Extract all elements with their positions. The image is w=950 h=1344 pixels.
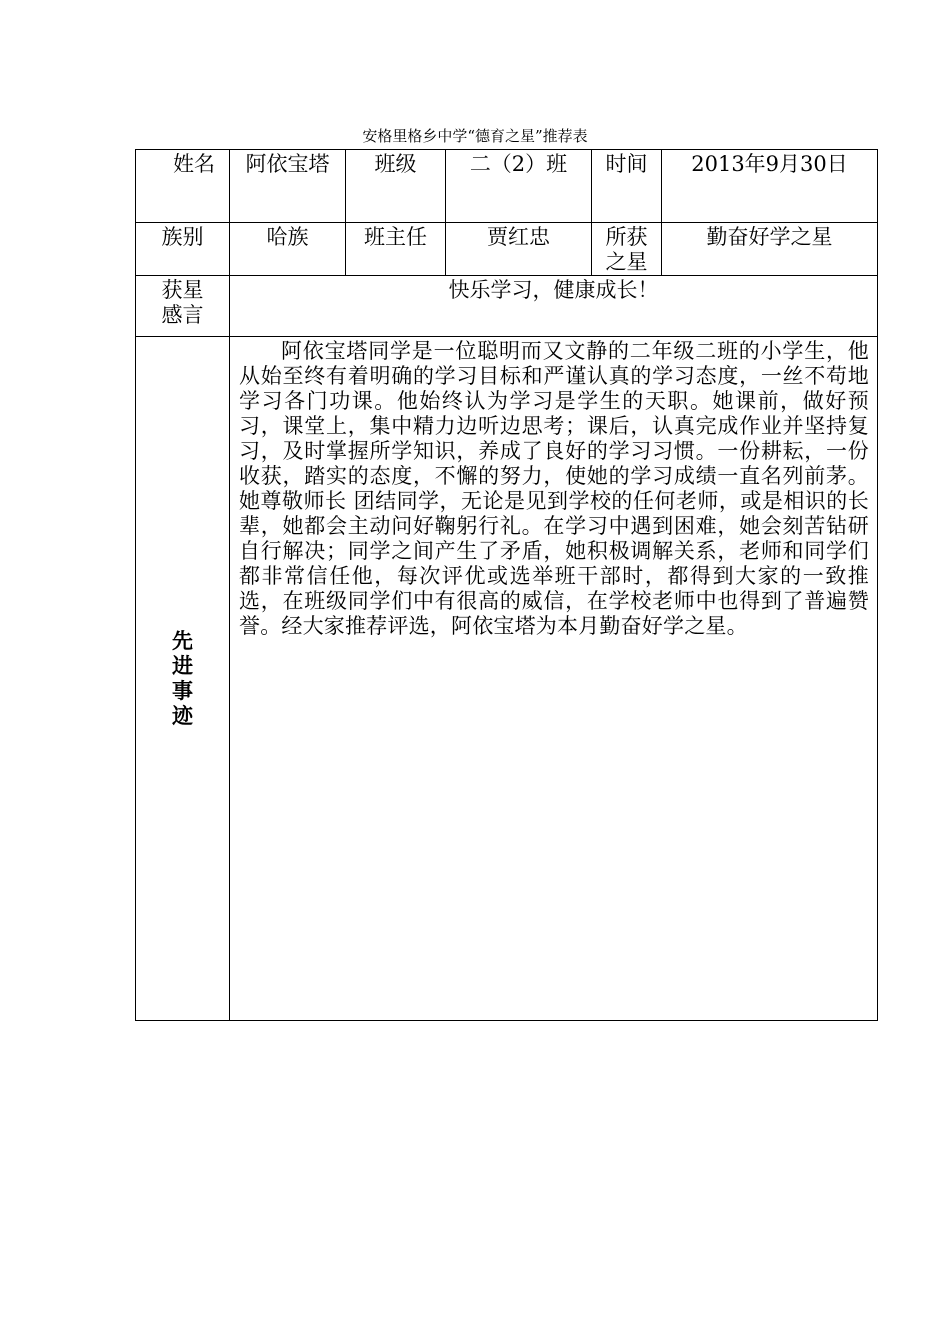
ethnicity-value: 哈族 [230,223,346,276]
name-value: 阿依宝塔 [230,150,346,223]
speech-label [136,276,230,337]
time-value: 2013年9月30日 [662,150,878,223]
deeds-text: 阿依宝塔同学是一位聪明而又文静的二年级二班的小学生，他从始至终有着明确的学习目标和严谨认真的学习态度，一丝不苟地学习各门功课。他始终认为学习是学生的天职。她课前，做好预习，课堂上，集中精力边听边思考；课后，认真完成作业并坚持复习，及时掌握所学知识，养成了良好的学习习惯。一份耕耘，一份收获，踏实的态度，不懈的努力，使她的学习成绩一直名列前茅。她尊敬师长 团结同学，无论是见到学校的任何老师，或是相识的长辈，她都会主动问好鞠躬行礼。在学习中遇到困难，她会刻苦钻研自行解决；同学之间产生了矛盾，她积极调解关系，老师和同学们都非常信任他，每次评优或选举班干部时，都得到大家的一致推选，在班级同学们中有很高的威信，在学校老师中也得到了普遍赞誉。经大家推荐评选，阿依宝塔为本月勤奋好学之星。 [230,337,878,1021]
row-basic-info [136,150,878,223]
deeds-label-char: 事 [172,678,193,703]
row-detail-info [136,223,878,276]
deeds-label-char: 迹 [172,703,193,728]
star-label-line2: 之星 [605,250,648,274]
speech-value: 快乐学习，健康成长！ [230,276,878,337]
deeds-label-char: 进 [172,653,193,678]
class-value: 二（2）班 [446,150,592,223]
name-label: 姓名 [136,150,230,223]
deeds-label [136,337,230,1021]
deeds-label-char: 先 [172,628,193,653]
class-label: 班级 [346,150,446,223]
recommendation-table [135,149,878,1021]
star-label-line1: 所获 [605,225,648,249]
time-label: 时间 [592,150,662,223]
ethnicity-label: 族别 [136,223,230,276]
row-deeds [136,337,878,1021]
teacher-value: 贾红忠 [446,223,592,276]
speech-label-line1: 获星 [161,278,204,302]
form-title: 安格里格乡中学“德育之星”推荐表 [362,127,588,145]
teacher-label: 班主任 [346,223,446,276]
speech-label-line2: 感言 [161,303,204,327]
star-value: 勤奋好学之星 [662,223,878,276]
row-speech [136,276,878,337]
star-label [592,223,662,276]
